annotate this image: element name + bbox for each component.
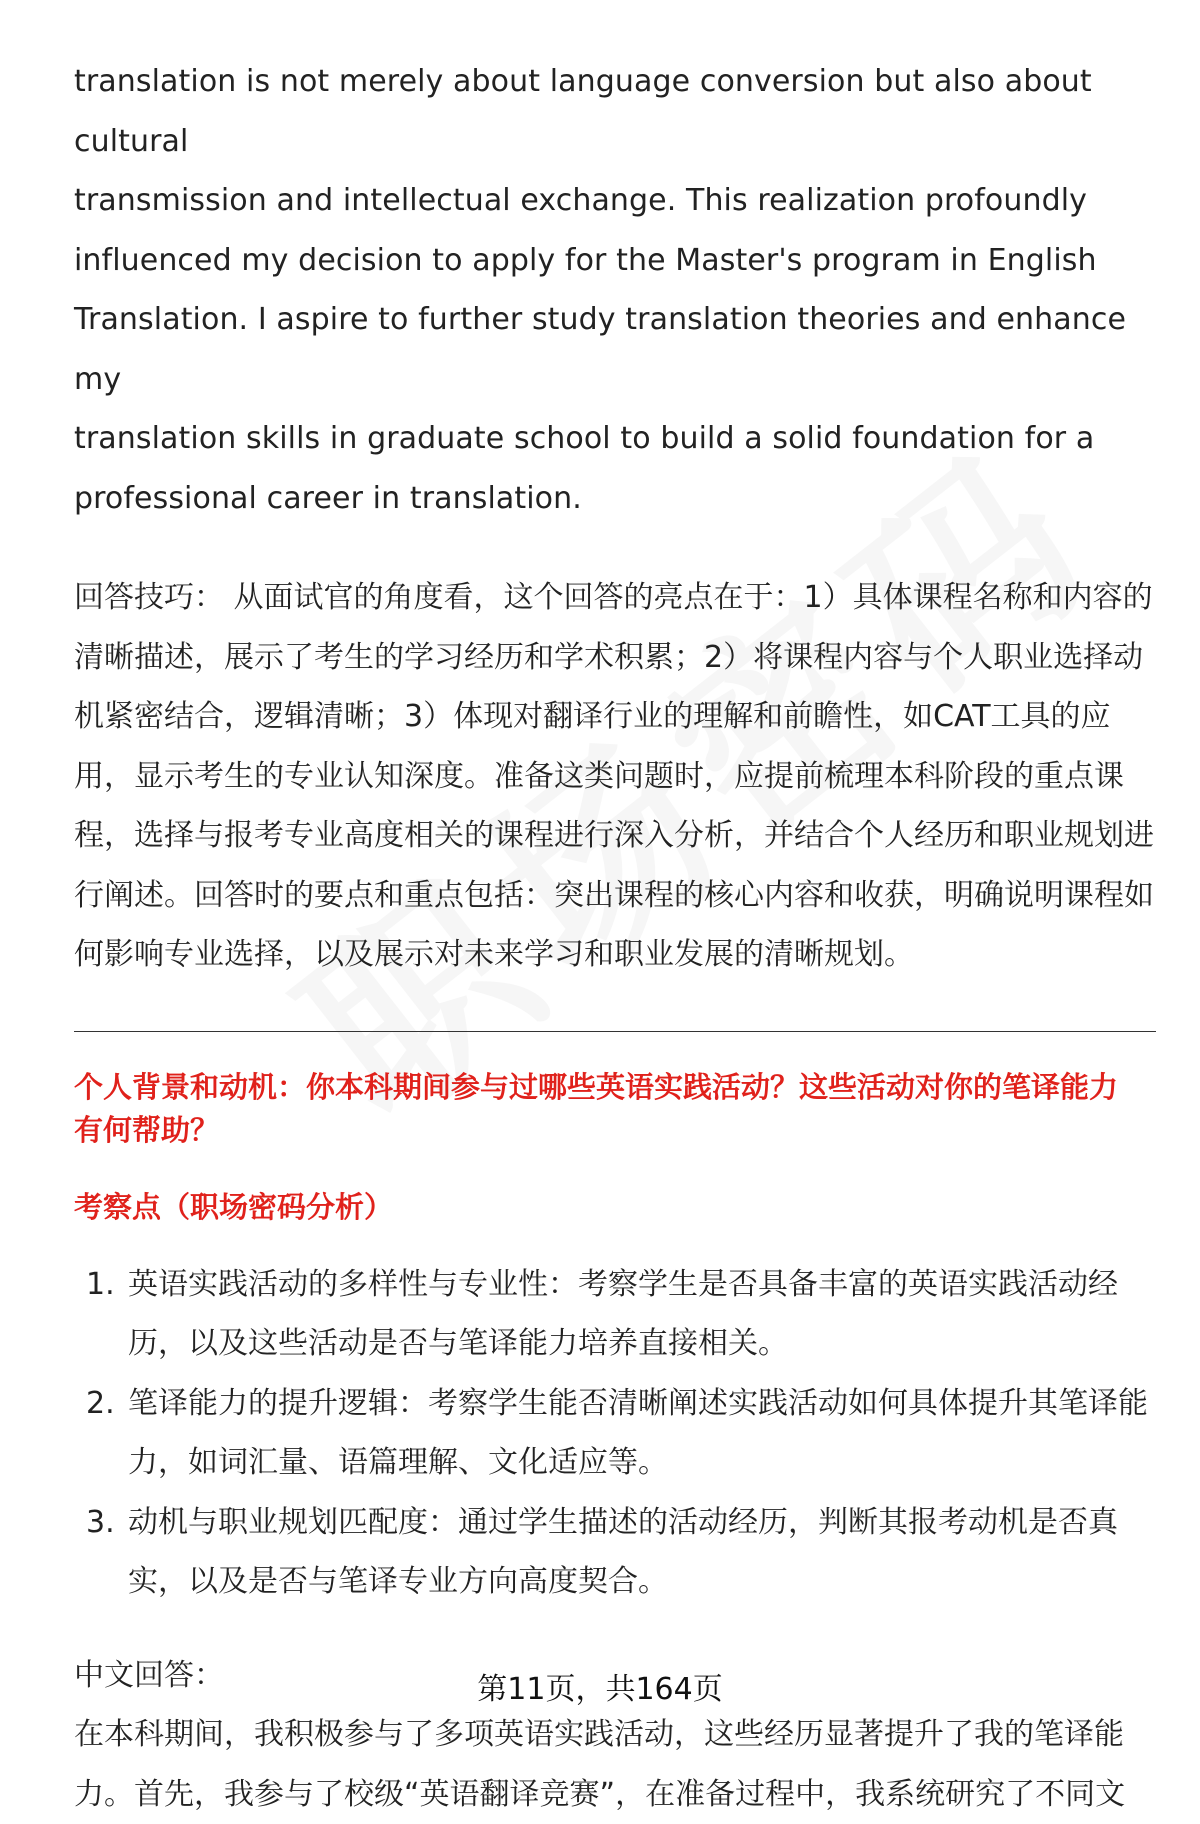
text-line: transmission and intellectual exchange. This realization profoundly	[74, 171, 1156, 231]
document-page	[74, 52, 1156, 1824]
text-line: professional career in translation.	[74, 469, 1156, 529]
text-line: 力。首先，我参与了校级“英语翻译竞赛”，在准备过程中，我系统研究了不同文	[74, 1765, 1156, 1824]
text-line: 用，显示考生的专业认知深度。准备这类问题时，应提前梳理本科阶段的重点课	[74, 747, 1156, 807]
assessment-heading: 考察点（职场密码分析）	[74, 1186, 1156, 1229]
text-line: 机紧密结合，逻辑清晰；3）体现对翻译行业的理解和前瞻性，如CAT工具的应	[74, 687, 1156, 747]
text-line: 个人背景和动机：你本科期间参与过哪些英语实践活动？这些活动对你的笔译能力	[74, 1066, 1156, 1109]
list-item	[74, 1374, 1156, 1493]
answer-tips-paragraph	[74, 568, 1156, 985]
section-divider	[74, 1031, 1156, 1032]
text-line: translation is not merely about language conversion but also about cultural	[74, 52, 1156, 171]
text-line: translation skills in graduate school to build a solid foundation for a	[74, 409, 1156, 469]
list-item	[74, 1255, 1156, 1374]
text-line: influenced my decision to apply for the Master's program in English	[74, 231, 1156, 291]
text-line: 何影响专业选择，以及展示对未来学习和职业发展的清晰规划。	[74, 925, 1156, 985]
text-line: 行阐述。回答时的要点和重点包括：突出课程的核心内容和收获，明确说明课程如	[74, 866, 1156, 926]
intro-paragraph	[74, 52, 1156, 528]
text-line: 在本科期间，我积极参与了多项英语实践活动，这些经历显著提升了我的笔译能	[74, 1705, 1156, 1765]
text-line: 动机与职业规划匹配度：通过学生描述的活动经历，判断其报考动机是否真	[128, 1493, 1156, 1553]
text-line: Translation. I aspire to further study translation theories and enhance my	[74, 290, 1156, 409]
text-line: 清晰描述，展示了考生的学习经历和学术积累；2）将课程内容与个人职业选择动	[74, 628, 1156, 688]
answer-paragraph	[74, 1705, 1156, 1824]
text-line: 有何帮助？	[74, 1109, 1156, 1152]
page-footer	[0, 1670, 1200, 1710]
list-item	[74, 1493, 1156, 1612]
text-line: 力，如词汇量、语篇理解、文化适应等。	[128, 1433, 1156, 1493]
text-line: 回答技巧： 从面试官的角度看，这个回答的亮点在于：1）具体课程名称和内容的	[74, 568, 1156, 628]
text-line: 历，以及这些活动是否与笔译能力培养直接相关。	[128, 1314, 1156, 1374]
page-indicator: 第11页，共164页	[477, 1672, 722, 1707]
list-number: 3.	[86, 1493, 115, 1553]
assessment-list	[74, 1255, 1156, 1612]
list-number: 1.	[86, 1255, 115, 1315]
text-line: 英语实践活动的多样性与专业性：考察学生是否具备丰富的英语实践活动经	[128, 1255, 1156, 1315]
answer-label: 中文回答：	[74, 1646, 1156, 1706]
question-heading	[74, 1066, 1156, 1152]
text-line: 笔译能力的提升逻辑：考察学生能否清晰阐述实践活动如何具体提升其笔译能	[128, 1374, 1156, 1434]
text-line: 实，以及是否与笔译专业方向高度契合。	[128, 1552, 1156, 1612]
list-number: 2.	[86, 1374, 115, 1434]
text-line: 程，选择与报考专业高度相关的课程进行深入分析，并结合个人经历和职业规划进	[74, 806, 1156, 866]
